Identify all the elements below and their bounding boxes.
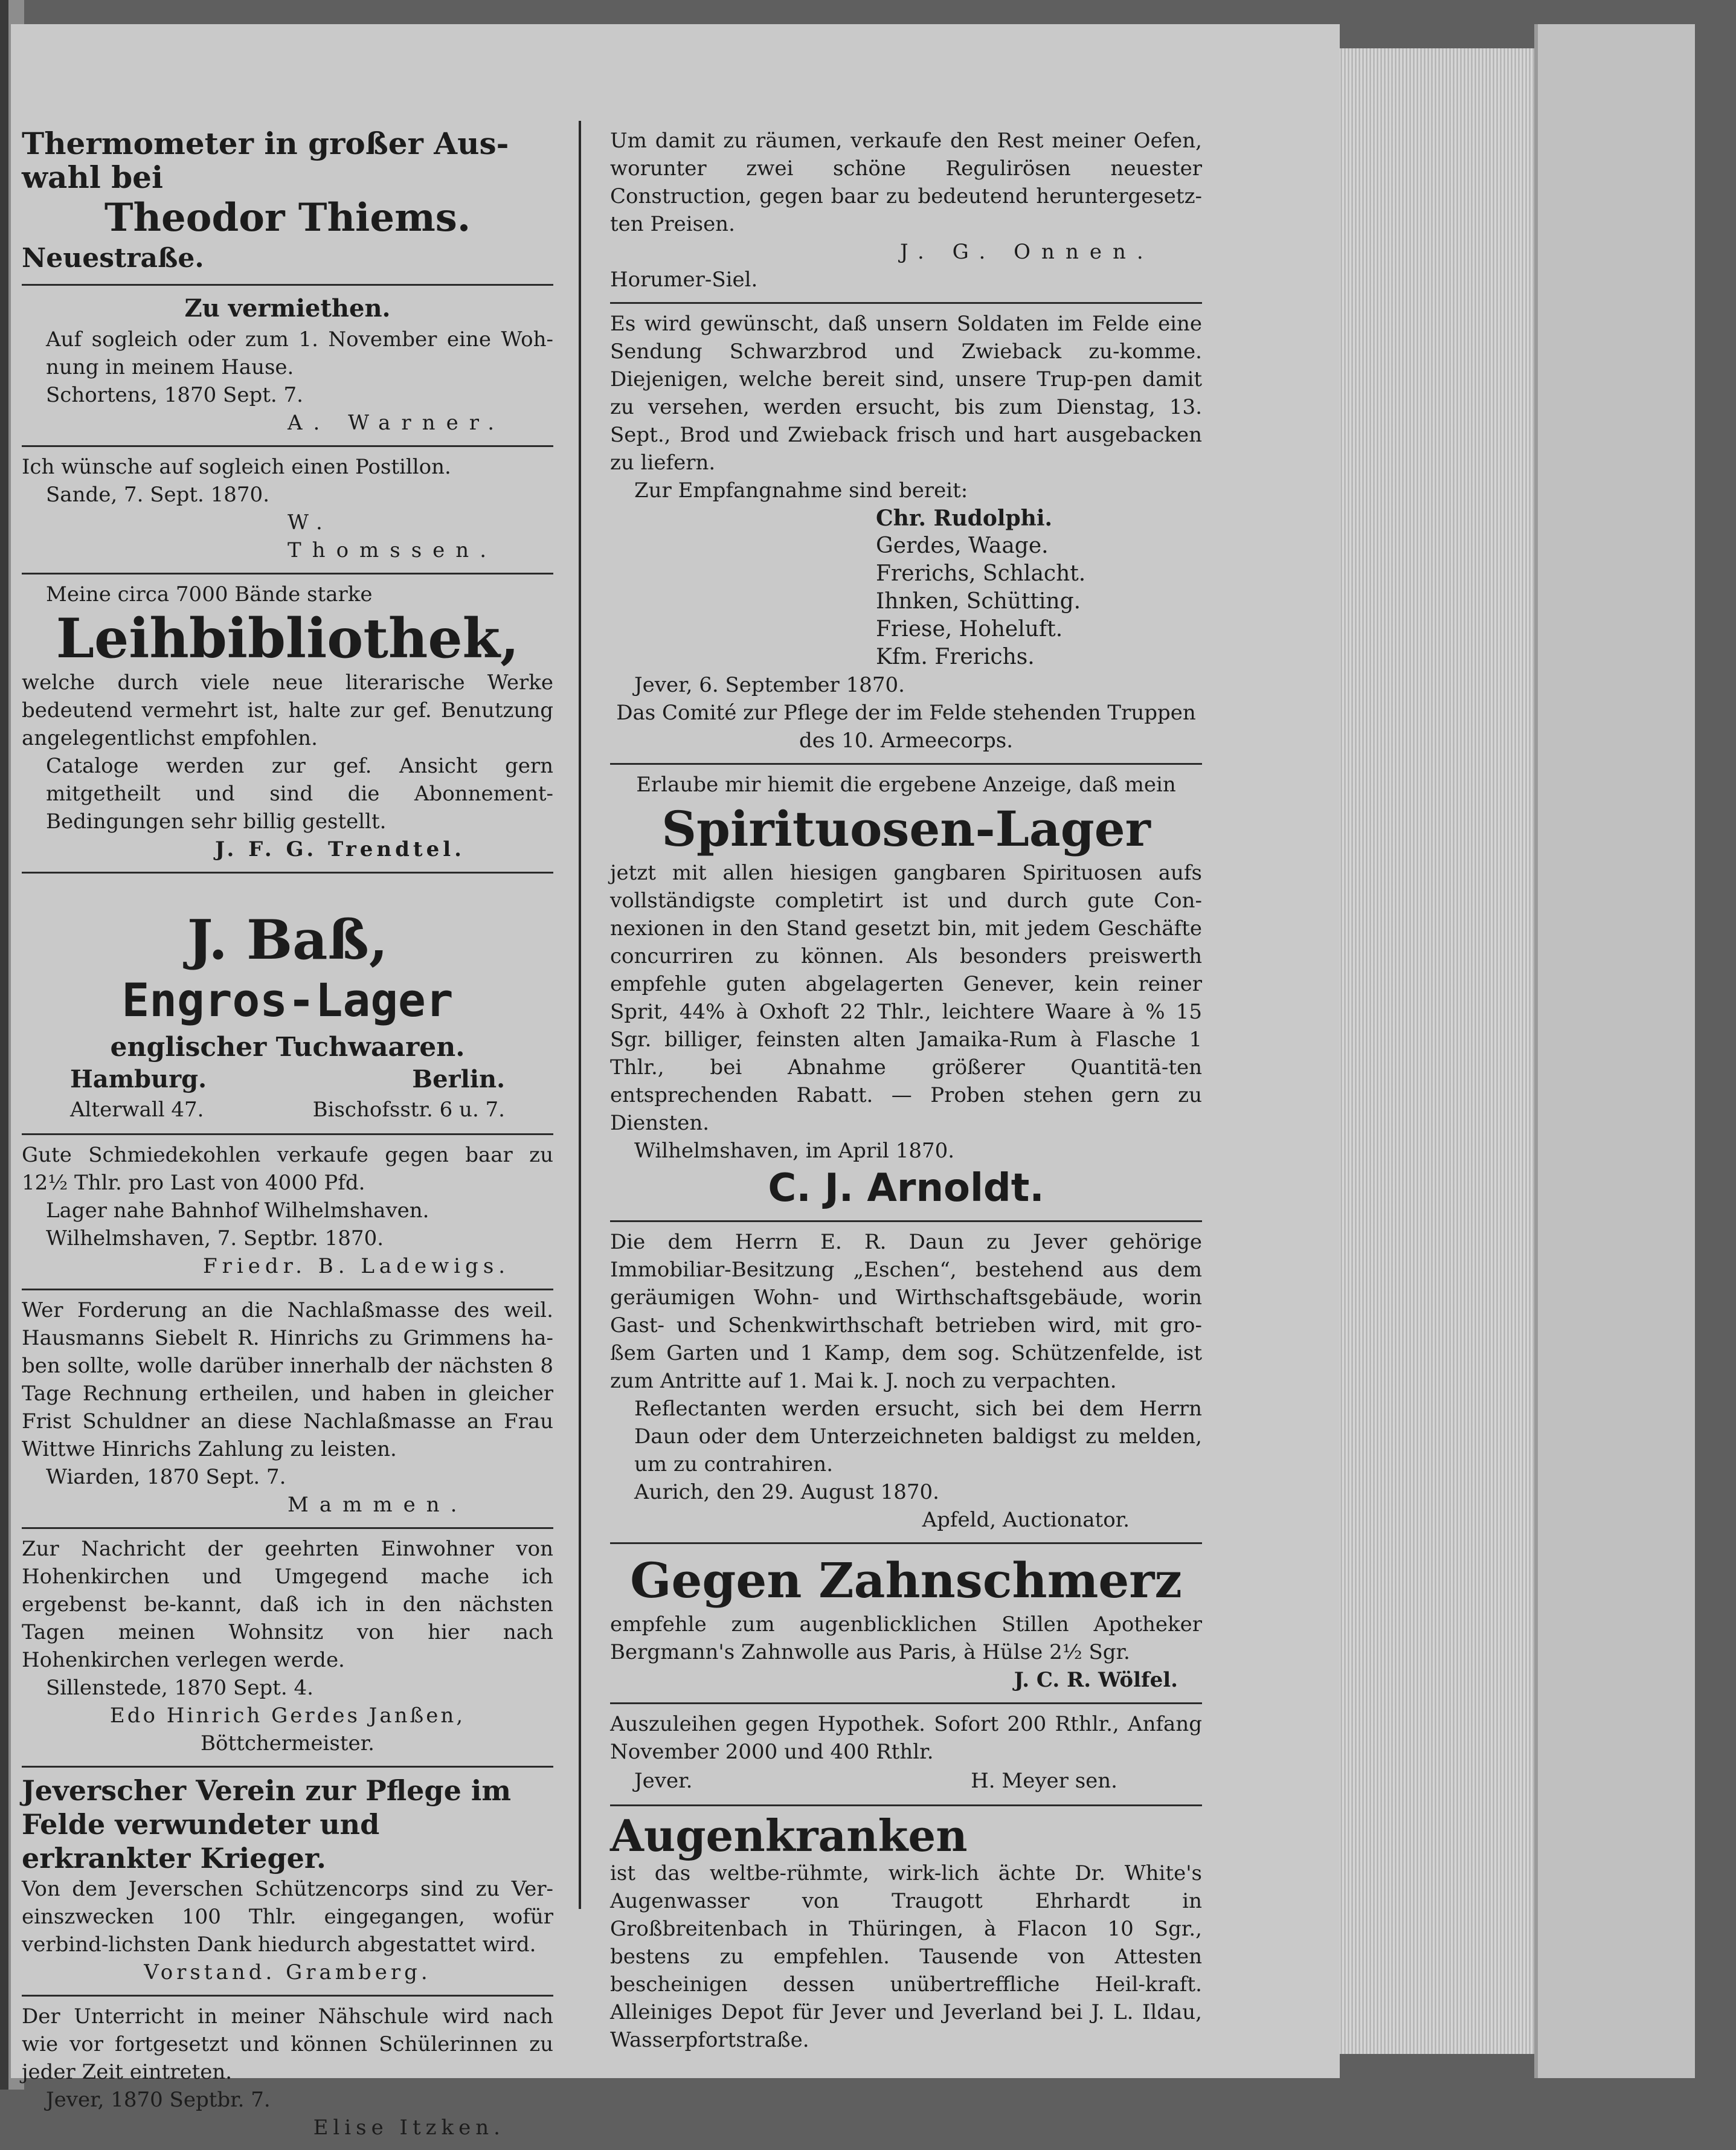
ad-toothache <box>610 1544 1202 1704</box>
ad-street: Neuestraße. <box>22 243 204 274</box>
ad-heading: Zu vermiethen. <box>184 294 391 323</box>
ad-name: J. Baß, <box>187 908 388 972</box>
column-divider <box>579 121 581 1909</box>
ad-text: Gute Schmiedekohlen verkaufe gegen baar zu 12½ Thlr. pro Last von 4000 Pfd. <box>22 1143 553 1195</box>
ad-text: Cataloge werden zur gef. Ansicht gern mitgetheilt und sind die Abonnement-Bedingungen sehr billig gestellt. <box>46 754 553 834</box>
ad-text: Von dem Jeverschen Schützencorps sind zu Ver-einszwecken 100 Thlr. eingegangen, wofür verbind-lichsten Dank hiedurch abgestattet wird. <box>22 1877 553 1957</box>
ad-footer <box>610 1766 1202 1796</box>
ad-intro: Zur Empfangnahme sind bereit: <box>634 478 968 503</box>
book-gutter <box>0 0 8 2090</box>
ad-text: Ich wünsche auf sogleich einen Postillon. <box>22 455 451 479</box>
ad-signer: W. Thomssen. <box>288 510 498 562</box>
ad-signer: A. Warner. <box>288 411 506 435</box>
address-hamburg: Alterwall 47. <box>70 1098 204 1122</box>
ad-text: Es wird gewünscht, daß unsern Soldaten im Felde eine Sendung Schwarzbrod und Zwieback zu-komme. Diejenigen, welche bereit sind, unsere Trup-pen damit zu versehen, werden ersucht, bis zum Dienstag, 13. Sept., Brod und Zwieback frisch und hart ausgebacken zu liefern. <box>610 312 1202 475</box>
ad-text: Zur Nachricht der geehrten Einwohner von Hohenkirchen und Umgegend mache ich ergebenst be-kannt, daß ich in den nächsten Tagen meinen Wohnsitz von hier nach Hohenkirchen verlegen werde. <box>22 1537 553 1672</box>
ad-text: Lager nahe Bahnhof Wilhelmshaven. <box>46 1199 429 1223</box>
receiver-item: Ihnken, Schütting. <box>876 589 1081 614</box>
ad-name: Theodor Thiems. <box>104 195 471 240</box>
ad-text: Um damit zu räumen, verkaufe den Rest meiner Oefen, worunter zwei schöne Regulirösen neuester Construction, gegen baar zu bedeutend heruntergesetz-ten Preisen. <box>610 129 1202 236</box>
ad-heading: Jeverscher Verein zur Pflege im Felde verwundeter und erkrankter Krieger. <box>22 1774 512 1875</box>
right-column <box>610 121 1202 2062</box>
ad-place: Jever, 6. September 1870. <box>634 673 905 697</box>
ad-place: Wiarden, 1870 Sept. 7. <box>46 1465 286 1489</box>
ad-library <box>22 575 553 874</box>
receiver-item: Gerdes, Waage. <box>876 533 1049 558</box>
ad-stoves <box>610 121 1202 304</box>
ad-place: Jever, 1870 Septbr. 7. <box>46 2088 271 2112</box>
ad-mortgage <box>610 1704 1202 1806</box>
ad-text: Der Unterricht in meiner Nähschule wird nach wie vor fortgesetzt und können Schülerinnen zu jeder Zeit eintreten. <box>22 2004 553 2084</box>
ad-coal <box>22 1135 553 1290</box>
city-hamburg: Hamburg. <box>70 1065 207 1093</box>
address-berlin: Bischofsstr. 6 u. 7. <box>312 1098 505 1122</box>
ad-cloth-wholesale <box>22 874 553 1135</box>
ad-subheading: englischer Tuchwaaren. <box>110 1032 465 1063</box>
ad-place: Jever. <box>634 1769 693 1793</box>
ad-signer: J. G. Onnen. <box>900 240 1154 264</box>
ad-signer: Apfeld, Auctionator. <box>922 1508 1130 1532</box>
ad-place: Sande, 7. Sept. 1870. <box>46 483 269 507</box>
ad-signer: J. F. G. Trendtel. <box>215 837 465 861</box>
book-cover <box>1534 24 1695 2078</box>
ad-text: Auf sogleich oder zum 1. November eine Woh-nung in meinem Hause. <box>46 327 553 379</box>
receiver-item: Kfm. Frerichs. <box>876 645 1035 669</box>
receiver-item: Friese, Hoheluft. <box>876 617 1063 642</box>
page-edges <box>1317 48 1534 2054</box>
ad-text: welche durch viele neue literarische Werke bedeutend vermehrt ist, halte zur gef. Benutzung angelegentlichst empfohlen. <box>22 671 553 750</box>
ad-signer: J. C. R. Wölfel. <box>1014 1668 1178 1692</box>
ad-place: Wilhelmshaven, 7. Septbr. 1870. <box>46 1226 384 1250</box>
receiver-item: Chr. Rudolphi. <box>876 506 1053 531</box>
ad-text: empfehle zum augenblicklichen Stillen Apotheker Bergmann's Zahnwolle aus Paris, à Hülse 2½ Sgr. <box>610 1612 1202 1664</box>
ad-role: Böttchermeister. <box>201 1731 375 1756</box>
ad-rent <box>22 286 553 447</box>
ad-thermometer <box>22 121 553 286</box>
ad-signer: Friedr. B. Ladewigs. <box>203 1254 510 1278</box>
ad-signer: Elise Itzken. <box>313 2116 505 2140</box>
ad-eye-water <box>610 1806 1202 2062</box>
ad-signer: Das Comité zur Pflege der im Felde stehenden Truppen des 10. Armeecorps. <box>616 701 1196 753</box>
ad-cities <box>22 1064 553 1095</box>
ad-text: jetzt mit allen hiesigen gangbaren Spirituosen aufs vollständigste completirt ist und durch gute Con-nexionen in den Stand gesetzt bin, mit jedem Geschäfte concurriren zu können. Als besonders preiswerth empfehle guten abgelagerten Genever, kein reiner Sprit, 44% à Oxhoft 22 Thlr., leichtere Waare à % 15 Sgr. billiger, feinsten alten Jamaika-Rum à Flasche 1 Thlr., bei Abnahme größerer Quantitä-ten entsprechenden Rabatt. — Proben stehen gern zu Diensten. <box>610 861 1202 1135</box>
ad-place: Schortens, 1870 Sept. 7. <box>46 383 303 407</box>
city-berlin: Berlin. <box>412 1065 505 1093</box>
ad-intro: Meine circa 7000 Bände starke <box>46 582 373 607</box>
ad-line: Thermometer in großer Aus- <box>22 126 509 161</box>
receiver-item: Frerichs, Schlacht. <box>876 561 1086 586</box>
ad-postillon <box>22 447 553 575</box>
ad-spirits <box>610 765 1202 1222</box>
ad-heading: Engros-Lager <box>121 973 454 1027</box>
ad-text: Wer Forderung an die Nachlaßmasse des weil. Hausmanns Siebelt R. Hinrichs zu Grimmens ha-ben sollte, wolle darüber innerhalb der nächsten 8 Tage Rechnung ertheilen, und haben in gleicher Frist Schuldner an diese Nachlaßmasse an Frau Wittwe Hinrichs Zahlung zu leisten. <box>22 1298 553 1461</box>
ad-sewing-school <box>22 1997 553 2150</box>
ad-place: Wilhelmshaven, im April 1870. <box>634 1139 955 1163</box>
receiver-list <box>610 504 1202 671</box>
ad-heading: Gegen Zahnschmerz <box>630 1552 1182 1609</box>
ad-signer: H. Meyer sen. <box>971 1769 1117 1793</box>
ad-addresses <box>22 1095 553 1125</box>
ad-estate-claims <box>22 1290 553 1529</box>
ad-text: Reflectanten werden ersucht, sich bei dem Herrn Daun oder dem Unterzeichneten baldigst zu melden, um zu contrahiren. <box>634 1397 1202 1476</box>
ad-line: wahl bei <box>22 159 163 195</box>
ad-name: C. J. Arnoldt. <box>768 1166 1044 1211</box>
ad-heading: Leihbibliothek, <box>56 607 519 671</box>
ad-text: Auszuleihen gegen Hypothek. Sofort 200 Rthlr., Anfang November 2000 und 400 Rthlr. <box>610 1712 1202 1764</box>
ad-place: Horumer-Siel. <box>610 268 758 292</box>
left-column <box>22 121 553 2150</box>
ad-place: Sillenstede, 1870 Sept. 4. <box>46 1676 313 1700</box>
ad-signer: Edo Hinrich Gerdes Janßen, <box>109 1704 466 1728</box>
ad-heading: Spirituosen-Lager <box>661 800 1151 857</box>
ad-signer: Vorstand. Gramberg. <box>144 1960 431 1984</box>
ad-place: Aurich, den 29. August 1870. <box>634 1480 939 1504</box>
ad-lease <box>610 1222 1202 1544</box>
ad-intro: Erlaube mir hiemit die ergebene Anzeige, daß mein <box>636 773 1176 797</box>
ad-relocation <box>22 1529 553 1768</box>
ad-text: Die dem Herrn E. R. Daun zu Jever gehörige Immobiliar-Besitzung „Eschen“, bestehend aus dem geräumigen Wohn- und Wirthschaftsgebäude, worin Gast- und Schenkwirthschaft betrieben wird, mit gro-ßem Garten und 1 Kamp, dem sog. Schützenfelde, ist zum Antritte auf 1. Mai k. J. noch zu verpachten. <box>610 1230 1202 1393</box>
ad-signer: Mammen. <box>288 1493 468 1517</box>
ad-bread-for-soldiers <box>610 304 1202 765</box>
ad-text: ist das weltbe-rühmte, wirk-lich ächte Dr. White's Augenwasser von Traugott Ehrhardt in Großbreitenbach in Thüringen, à Flacon 10 Sgr., bestens zu empfehlen. Tausende von Attesten bescheinigen dessen unübertreffliche Heil-kraft. Alleiniges Depot für Jever und Jeverland bei J. L. Ildau, Wasserpfortstraße. <box>610 1861 1202 2052</box>
ad-soldiers-association <box>22 1768 553 1997</box>
ad-heading: Augenkranken <box>610 1810 968 1861</box>
